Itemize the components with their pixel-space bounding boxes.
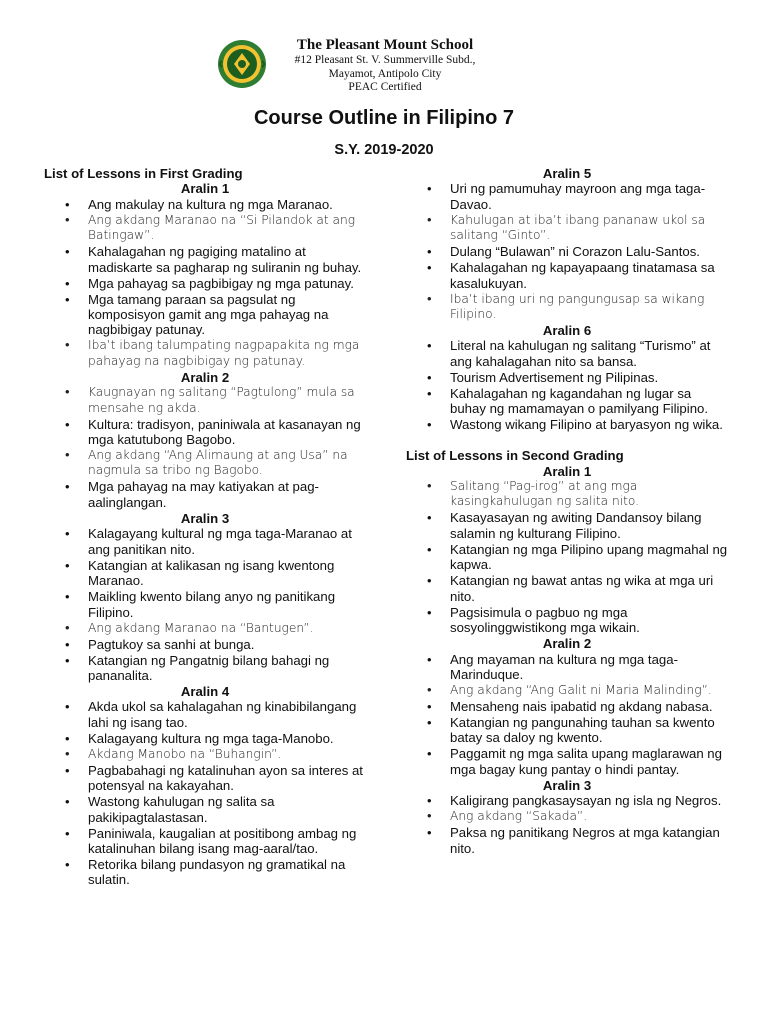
lesson-heading: Aralin 1 [542, 463, 592, 479]
lesson-topic-item: • Kaligirang pangkasaysayan ng isla ng Negros. [450, 793, 728, 808]
lesson-topic-item: • Katangian ng pangunahing tauhan sa kwento batay sa daloy ng kwento. [450, 715, 728, 746]
lesson-topic-item: • Katangian ng bawat antas ng wika at mga uri nito. [450, 573, 728, 604]
lesson-topic-list [406, 181, 728, 322]
lesson-topic-list [44, 385, 366, 510]
lesson-topic-item: • Kahalagahan ng pagiging matalino at madiskarte sa pagharap ng suliranin ng buhay. [88, 244, 366, 275]
lesson-topic-item: • Pagbabahagi ng katalinuhan ayon sa interes at potensyal na kakayahan. [88, 763, 366, 794]
lesson-topic-item: • Kaugnayan ng salitang “Pagtulong” mula sa mensahe ng akda. [88, 385, 366, 416]
lesson-topic-item: • Paksa ng panitikang Negros at mga katangian nito. [450, 825, 728, 856]
lesson-topic-list [406, 652, 728, 778]
lesson-topic-item: • Ang makulay na kultura ng mga Maranao. [88, 197, 366, 212]
first-grading-title: List of Lessons in First Grading [44, 166, 243, 181]
school-address-line-2: Mayamot, Antipolo City [328, 67, 442, 80]
school-name: The Pleasant Mount School [296, 37, 474, 53]
lesson-topic-item: • Wastong kahulugan ng salita sa pakikipagtalastasan. [88, 794, 366, 825]
section-spacer [406, 433, 728, 448]
lesson-heading: Aralin 2 [542, 636, 592, 652]
lesson-topic-item: • Wastong wikang Filipino at baryasyon ng wika. [450, 417, 728, 432]
lesson-topic-list [44, 197, 366, 369]
lesson-topic-item: • Mga tamang paraan sa pagsulat ng komposisyon gamit ang mga pahayag na nagbibigay patunay. [88, 292, 366, 338]
lesson-topic-item: • Ang akdang “Sakada”. [450, 809, 728, 824]
lesson-topic-item: • Kahulugan at iba’t ibang pananaw ukol sa salitang “Ginto”. [450, 213, 728, 244]
lesson-topic-item: • Kultura: tradisyon, paniniwala at kasanayan ng mga katutubong Bagobo. [88, 417, 366, 448]
lesson-topic-list [406, 479, 728, 635]
lesson-topic-item: • Salitang “Pag-irog” at ang mga kasingkahulugan ng salita nito. [450, 479, 728, 510]
lesson-topic-item: • Paniniwala, kaugalian at positibong ambag ng katalinuhan bilang isang mag-aaral/tao. [88, 826, 366, 857]
lesson-heading: Aralin 3 [180, 510, 230, 526]
lesson-topic-item: • Kahalagahan ng kagandahan ng lugar sa buhay ng mamamayan o pamilyang Filipino. [450, 386, 728, 417]
lesson-topic-item: • Akdang Manobo na “Buhangin”. [88, 747, 366, 762]
lesson-topic-item: • Ang mayaman na kultura ng mga taga-Marinduque. [450, 652, 728, 683]
school-year: S.Y. 2019-2020 [334, 142, 434, 158]
lesson-topic-item: • Kahalagahan ng kapayapaang tinatamasa sa kasalukuyan. [450, 260, 728, 291]
lesson-topic-item: • Tourism Advertisement ng Pilipinas. [450, 370, 728, 385]
left-column [44, 166, 366, 888]
school-certification: PEAC Certified [348, 81, 422, 93]
lesson-topic-item: • Mga pahayag na may katiyakan at pag-aalinglangan. [88, 479, 366, 510]
school-address-line-1: #12 Pleasant St. V. Summerville Subd., [294, 54, 476, 66]
lesson-topic-item: • Kalagayang kultural ng mga taga-Maranao at ang panitikan nito. [88, 526, 366, 557]
school-header [0, 36, 768, 100]
lesson-topic-list [44, 699, 366, 887]
lesson-topic-item: • Iba’t ibang uri ng pangungusap sa wikang Filipino. [450, 292, 728, 323]
lesson-topic-item: • Mga pahayag sa pagbibigay ng mga patunay. [88, 276, 366, 291]
lesson-topic-item: • Paggamit ng mga salita upang maglarawan ng mga bagay kung pantay o hindi pantay. [450, 746, 728, 777]
second-grading-title: List of Lessons in Second Grading [406, 448, 624, 464]
lesson-topic-item: • Ang akdang “Ang Galit ni Maria Malinding”. [450, 683, 728, 698]
lesson-topic-item: • Katangian at kalikasan ng isang kwentong Maranao. [88, 558, 366, 589]
lesson-heading: Aralin 1 [180, 181, 230, 197]
lesson-topic-item: • Dulang “Bulawan” ni Corazon Lalu-Santos. [450, 244, 728, 259]
lesson-topic-list [406, 793, 728, 856]
lesson-topic-item: • Ang akdang Maranao na “Bantugen”. [88, 621, 366, 636]
school-seal-logo [217, 39, 267, 89]
lesson-heading: Aralin 3 [542, 777, 592, 793]
lesson-topic-item: • Maikling kwento bilang anyo ng panitikang Filipino. [88, 589, 366, 620]
document-title: Course Outline in Filipino 7 [253, 107, 514, 129]
lesson-topic-item: • Akda ukol sa kahalagahan ng kinabibilangang lahi ng isang tao. [88, 699, 366, 730]
lesson-heading: Aralin 5 [542, 166, 592, 181]
lesson-heading: Aralin 4 [180, 683, 230, 699]
lesson-heading: Aralin 6 [542, 323, 592, 339]
lesson-topic-item: • Retorika bilang pundasyon ng gramatikal na sulatin. [88, 857, 366, 888]
lesson-topic-item: • Kalagayang kultura ng mga taga-Manobo. [88, 731, 366, 746]
lesson-topic-item: • Ang akdang “Ang Alimaung at ang Usa” na nagmula sa tribo ng Bagobo. [88, 448, 366, 479]
lesson-topic-item: • Pagsisimula o pagbuo ng mga sosyolinggwistikong mga wikain. [450, 605, 728, 636]
lesson-topic-item: • Mensaheng nais ipabatid ng akdang nabasa. [450, 699, 728, 714]
lesson-topic-item: • Katangian ng mga Pilipino upang magmahal ng kapwa. [450, 542, 728, 573]
lesson-topic-item: • Iba’t ibang talumpating nagpapakita ng mga pahayag na nagbibigay ng patunay. [88, 338, 366, 369]
right-column [406, 166, 728, 857]
lesson-topic-item: • Uri ng pamumuhay mayroon ang mga taga-Davao. [450, 181, 728, 212]
lesson-topic-item: • Pagtukoy sa sanhi at bunga. [88, 637, 366, 652]
lesson-topic-item: • Katangian ng Pangatnig bilang bahagi ng pananalita. [88, 653, 366, 684]
lesson-topic-list [406, 338, 728, 432]
lesson-topic-list [44, 526, 366, 683]
lesson-topic-item: • Literal na kahulugan ng salitang “Turismo” at ang kahalagahan nito sa bansa. [450, 338, 728, 369]
lesson-heading: Aralin 2 [180, 369, 230, 385]
lesson-topic-item: • Ang akdang Maranao na “Si Pilandok at ang Batingaw”. [88, 213, 366, 244]
lesson-topic-item: • Kasayasayan ng awiting Dandansoy bilang salamin ng kulturang Filipino. [450, 510, 728, 541]
